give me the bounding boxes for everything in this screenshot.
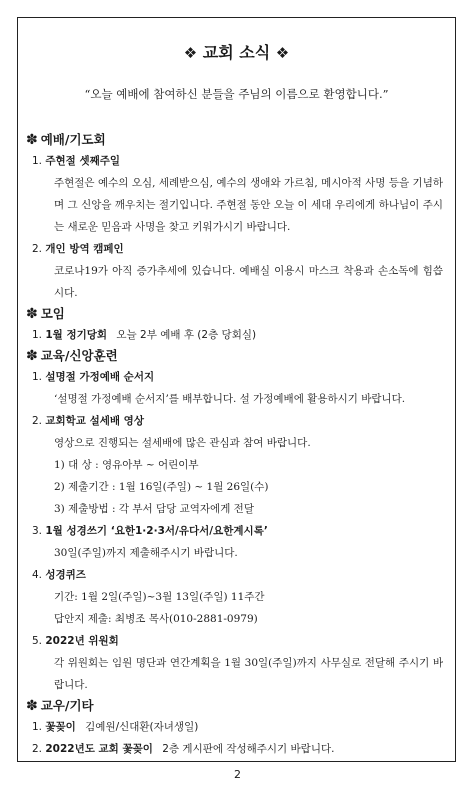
item-number: 1. bbox=[32, 155, 43, 167]
item-body: 주현절은 예수의 오심, 세례받으심, 예수의 생애와 가르침, 메시아적 사명 등을 기념하며 그 신앙을 깨우치는 절기입니다. 주현절 동안 오늘 이 세대 우리에게 하나님이 주시는 새로운 믿음과 사명을 찾고 키워가시기 바랍니다. bbox=[54, 177, 443, 233]
section-heading-text: 예배/기도회 bbox=[40, 132, 106, 147]
news-item bbox=[26, 366, 445, 388]
news-item bbox=[26, 564, 445, 586]
item-detail: 2층 게시판에 작성해주시기 바랍니다. bbox=[162, 743, 335, 755]
section-heading-text: 교우/기타 bbox=[40, 698, 94, 713]
asterisk-icon: ✽ bbox=[26, 698, 38, 714]
asterisk-icon: ✽ bbox=[26, 132, 38, 148]
item-title: 성경퀴즈 bbox=[45, 569, 86, 581]
item-number: 1. bbox=[32, 329, 43, 341]
diamond-ornament-icon: ❖ bbox=[275, 44, 290, 62]
item-number: 2. bbox=[32, 243, 43, 255]
page-title-text: 교회 소식 bbox=[202, 43, 271, 62]
page-number: 2 bbox=[234, 768, 241, 781]
news-item bbox=[26, 738, 445, 760]
item-detail-line: 3) 제출방법 : 각 부서 담당 교역자에게 전달 bbox=[54, 503, 254, 515]
item-title: 주현절 셋째주일 bbox=[45, 155, 121, 167]
section-heading-text: 모임 bbox=[40, 306, 65, 321]
item-number: 1. bbox=[32, 721, 43, 733]
section-heading-worship bbox=[26, 130, 445, 150]
welcome-message: “오늘 예배에 참여하신 분들을 주님의 이름으로 환영합니다.” bbox=[84, 87, 389, 101]
item-number: 2. bbox=[32, 743, 43, 755]
item-title: 개인 방역 캠페인 bbox=[45, 243, 124, 255]
news-item bbox=[26, 238, 445, 260]
news-item bbox=[26, 150, 445, 172]
section-heading-members bbox=[26, 696, 445, 716]
item-title: 꽃꽂이 bbox=[45, 721, 76, 733]
item-detail-line: 2) 제출기간 : 1월 16일(주일) ~ 1월 26일(수) bbox=[54, 481, 269, 493]
diamond-ornament-icon: ❖ bbox=[183, 44, 198, 62]
page-title bbox=[18, 40, 455, 63]
item-number: 2. bbox=[32, 415, 43, 427]
asterisk-icon: ✽ bbox=[26, 306, 38, 322]
item-number: 4. bbox=[32, 569, 43, 581]
item-title: 2022년 위원회 bbox=[45, 635, 119, 647]
item-body: 코로나19가 아직 증가추세에 있습니다. 예배실 이용시 마스크 착용과 손소독에 힘씁시다. bbox=[54, 265, 443, 299]
news-item bbox=[26, 520, 445, 542]
asterisk-icon: ✽ bbox=[26, 348, 38, 364]
section-heading-education bbox=[26, 346, 445, 366]
section-heading-meetings bbox=[26, 304, 445, 324]
item-title: 1월 정기당회 bbox=[45, 329, 108, 341]
item-title: 설명절 가정예배 순서지 bbox=[45, 371, 155, 383]
news-item bbox=[26, 324, 445, 346]
item-detail-line: 기간: 1월 2일(주일)~3월 13일(주일) 11주간 bbox=[54, 591, 265, 603]
item-body: ‘설명절 가정예배 순서지’를 배부합니다. 설 가정예배에 활용하시기 바랍니다. bbox=[54, 393, 406, 405]
item-number: 5. bbox=[32, 635, 43, 647]
section-heading-text: 교육/신앙훈련 bbox=[40, 348, 118, 363]
item-detail-line: 답안지 제출: 최병조 목사(010-2881-0979) bbox=[54, 613, 258, 625]
news-item bbox=[26, 630, 445, 652]
item-body: 30일(주일)까지 제출해주시기 바랍니다. bbox=[54, 547, 238, 559]
item-title: 교회학교 설세배 영상 bbox=[45, 415, 144, 427]
item-number: 1. bbox=[32, 371, 43, 383]
bulletin-frame bbox=[17, 17, 456, 762]
news-item bbox=[26, 410, 445, 432]
item-detail-line: 1) 대 상 : 영유아부 ~ 어린이부 bbox=[54, 459, 199, 471]
item-body: 영상으로 진행되는 설세배에 많은 관심과 참여 바랍니다. bbox=[54, 437, 311, 449]
news-item bbox=[26, 716, 445, 738]
item-title: 1월 성경쓰기 ‘요한1·2·3서/유다서/요한계시록’ bbox=[45, 525, 268, 537]
item-detail: 김예원/신대환(자녀생일) bbox=[85, 721, 199, 733]
item-body: 각 위원회는 임원 명단과 연간계획을 1월 30일(주일)까지 사무실로 전달해 주시기 바랍니다. bbox=[54, 657, 443, 691]
item-title: 2022년도 교회 꽃꽂이 bbox=[45, 743, 153, 755]
item-number: 3. bbox=[32, 525, 43, 537]
item-detail: 오늘 2부 예배 후 (2층 당회실) bbox=[116, 329, 257, 341]
news-content bbox=[26, 130, 445, 760]
